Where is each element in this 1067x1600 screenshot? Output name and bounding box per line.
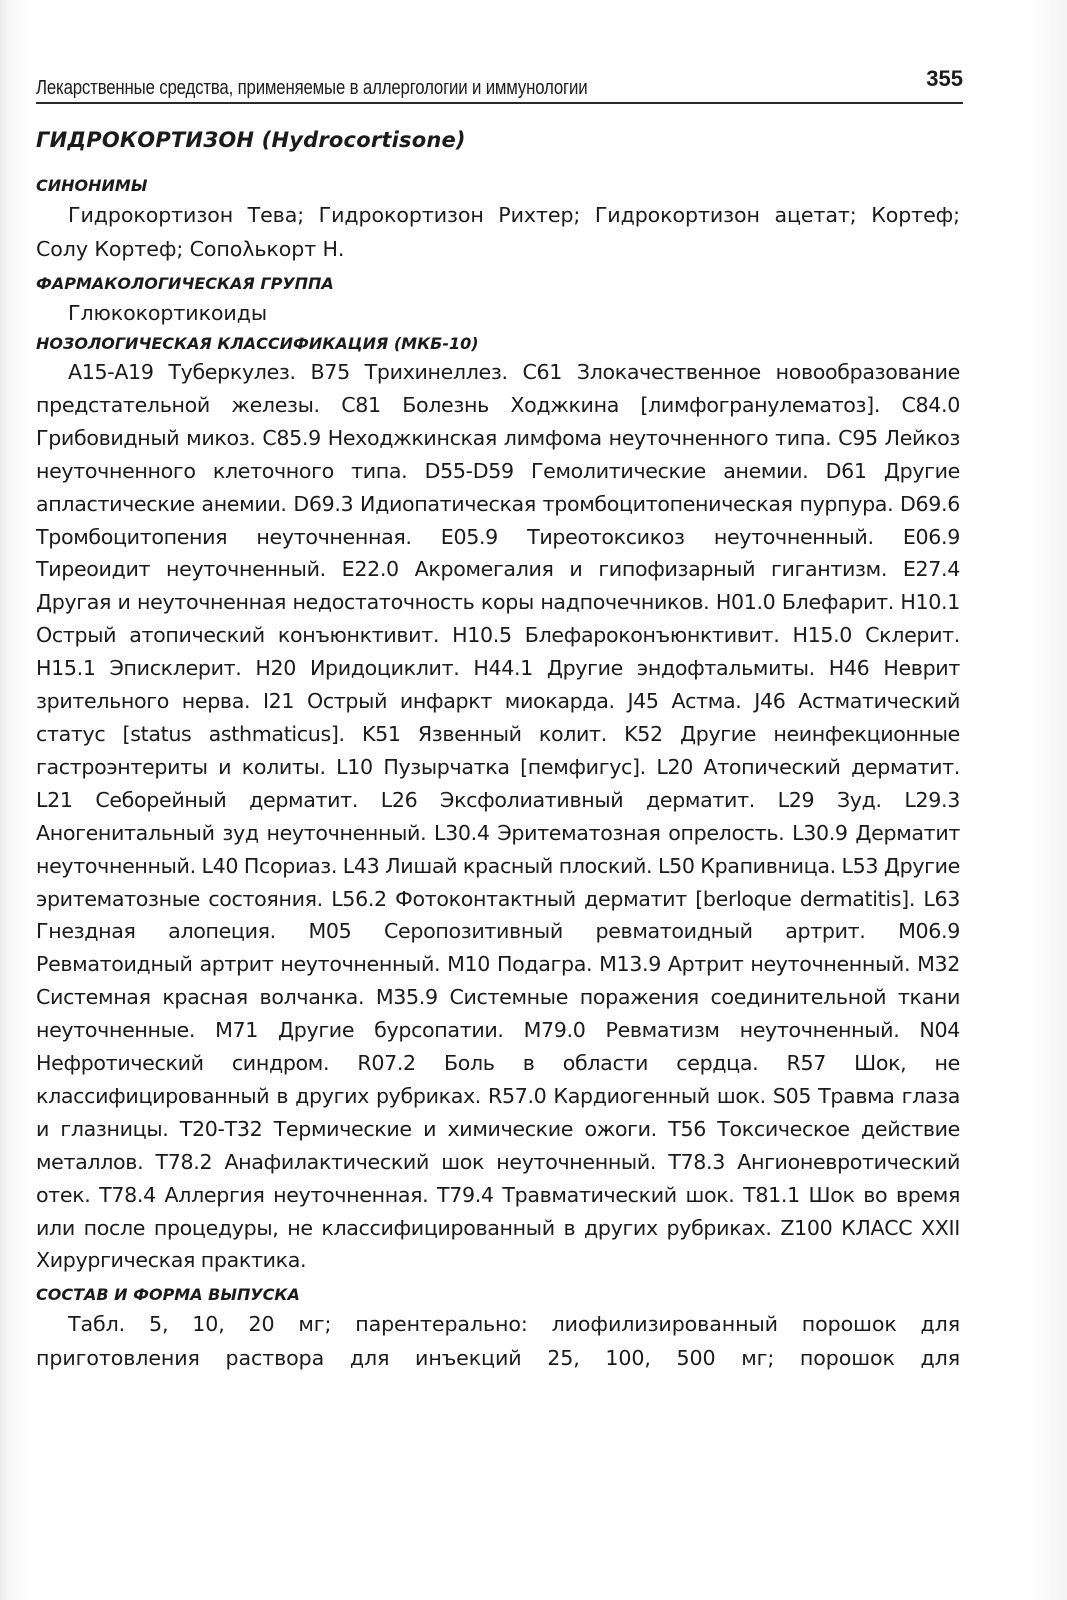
section-heading-nosology: НОЗОЛОГИЧЕСКАЯ КЛАССИФИКАЦИЯ (МКБ-10) — [36, 334, 479, 353]
section-synonyms — [36, 174, 960, 266]
article — [36, 128, 960, 1381]
section-body-nosology: А15-А19 Туберкулез. В75 Трихинеллез. С61 Злокачественное новообразование предстательной железы. С81 Болезнь Ходжкина [лимфогранулематоз]. С84.0 Грибовидный микоз. С85.9 Неходжкинская лимфома неуточненного типа. С95 Лейкоз неуточненного клеточного типа. D55-D59 Гемолитические анемии. D61 Другие апластические анемии. D69.3 Идиопатическая тромбоцитопеническая пурпура. D69.6 Тромбоцитопения неуточненная. Е05.9 Тиреотоксикоз неуточненный. Е06.9 Тиреоидит неуточненный. Е22.0 Акромегалия и гипофизарный гигантизм. Е27.4 Другая и неуточненная недостаточность коры надпочечников. Н01.0 Блефарит. Н10.1 Острый атопический конъюнктивит. Н10.5 Блефароконъюнктивит. Н15.0 Склерит. Н15.1 Эписклерит. Н20 Иридоциклит. Н44.1 Другие эндофтальмиты. Н46 Неврит зрительного нерва. I21 Острый инфаркт миокарда. J45 Астма. J46 Астматический статус [status asthmaticus]. K51 Язвенный колит. K52 Другие неинфекционные гастроэнтериты и колиты. L10 Пузырчатка [пемфигус]. L20 Атопический дерматит. L21 Себорейный дерматит. L26 Эксфолиативный дерматит. L29 Зуд. L29.3 Аногенитальный зуд неуточненный. L30.4 Эритематозная опрелость. L30.9 Дерматит неуточненный. L40 Псориаз. L43 Лишай красный плоский. L50 Крапивница. L53 Другие эритематозные состояния. L56.2 Фотоконтактный дерматит [berloque dermatitis]. L63 Гнездная алопеция. М05 Серопозитивный ревматоидный артрит. М06.9 Ревматоидный артрит неуточненный. М10 Подагра. М13.9 Артрит неуточненный. М32 Системная красная волчанка. М35.9 Системные поражения соединительной ткани неуточненные. М71 Другие бурсопатии. М79.0 Ревматизм неуточненный. N04 Нефротический синдром. R07.2 Боль в области сердца. R57 Шок, не классифицированный в других рубриках. R57.0 Кардиогенный шок. S05 Травма глаза и глазницы. Т20-Т32 Термические и химические ожоги. Т56 Токсическое действие металлов. Т78.2 Анафилактический шок неуточненный. Т78.3 Ангионевротический отек. Т78.4 Аллергия неуточненная. Т79.4 Травматический шок. Т81.1 Шок во время или после процедуры, не классифицированный в других рубриках. Z100 КЛАСС XXII Хирургическая практика. — [36, 360, 960, 1273]
page-number: 355 — [926, 66, 963, 91]
section-nosology — [36, 332, 960, 1277]
section-heading-synonyms: СИНОНИМЫ — [36, 176, 148, 195]
section-heading-pharm-group: ФАРМАКОЛОГИЧЕСКАЯ ГРУППА — [36, 274, 334, 293]
section-body-synonyms: Гидрокортизон Тева; Гидрокортизон Рихтер; Гидрокортизон ацетат; Кортеф; Солу Кортеф; Сопολькорт Н. — [36, 203, 960, 261]
running-header — [36, 72, 963, 104]
section-pharm-group — [36, 272, 960, 330]
section-body-composition: Табл. 5, 10, 20 мг; парентерально: лиофилизированный порошок для приготовления раствора для инъекций 25, 100, 500 мг; порошок для — [36, 1312, 960, 1371]
section-heading-composition: СОСТАВ И ФОРМА ВЫПУСКА — [36, 1285, 300, 1305]
drug-title: ГИДРОКОРТИЗОН (Hydrocortisone) — [36, 128, 466, 152]
section-body-pharm-group: Глюкокортикоиды — [68, 301, 268, 325]
section-composition — [36, 1283, 960, 1375]
running-title: Лекарственные средства, применяемые в аллергологии и иммунологии — [36, 77, 588, 99]
